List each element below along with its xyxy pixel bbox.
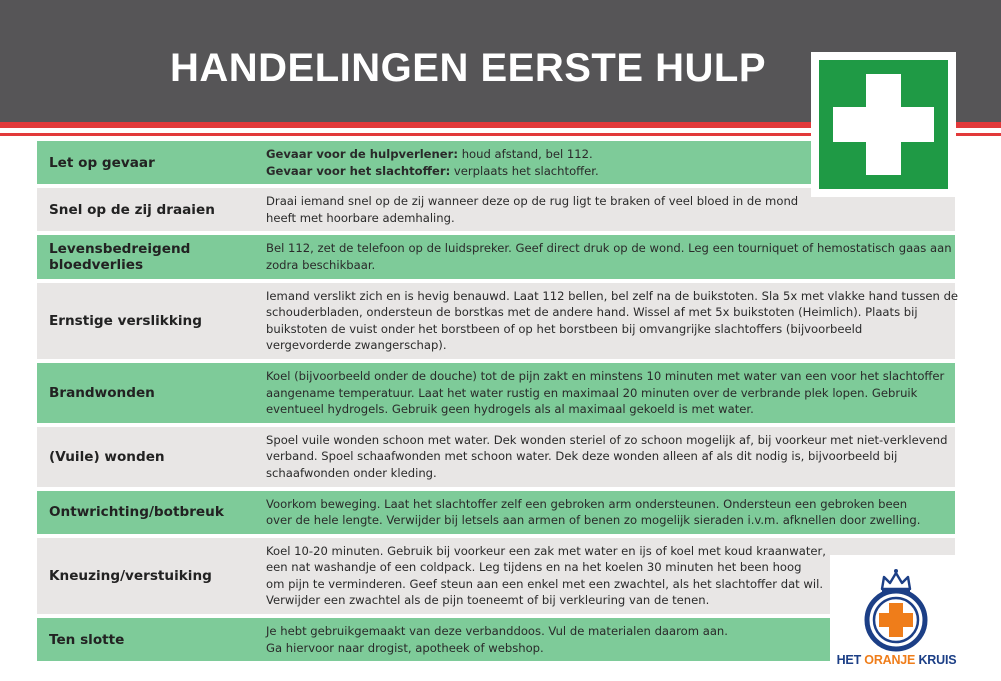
first-aid-cross-icon <box>811 52 956 197</box>
instruction-row <box>37 538 955 614</box>
description-line <box>266 448 947 465</box>
oranje-kruis-logo <box>830 555 963 681</box>
instruction-table <box>37 141 959 665</box>
description-line <box>266 257 952 274</box>
description-text: Verwijder een zwachtel als de pijn toeneemt of bij verkleuring van de tenen. <box>266 593 710 608</box>
description-text: over de hele lengte. Verwijder bij letsels aan armen of benen zo mogelijk sieraden i.v.m. afknellen door zwelling. <box>266 513 921 528</box>
description-text: vergevorderde zwangerschap). <box>266 338 447 353</box>
description-line <box>266 496 945 513</box>
description-line <box>266 432 947 449</box>
row-title: Brandwonden <box>49 384 155 401</box>
description-text: houd afstand, bel 112. <box>458 147 593 161</box>
instruction-row <box>37 363 955 423</box>
instruction-row <box>37 491 955 534</box>
description-line <box>266 321 958 338</box>
row-title: Levensbedreigend bloedverlies <box>49 240 191 273</box>
description-text: verplaats het slachtoffer. <box>450 163 599 178</box>
instruction-row <box>37 283 959 359</box>
description-text: heeft met hoorbare ademhaling. <box>266 210 455 225</box>
description-bold: Gevaar voor de hulpverlener: <box>266 147 459 161</box>
row-description <box>266 427 957 487</box>
row-description <box>266 283 968 359</box>
row-title: Ten slotte <box>49 631 125 648</box>
description-line <box>266 465 947 482</box>
description-text: Koel 10-20 minuten. Gebruik bij voorkeur een zak met water en ijs of koel met koud kraanwater, <box>266 543 826 558</box>
row-title: Ontwrichting/botbreuk <box>49 504 224 521</box>
description-text: om pijn te verminderen. Geef steun aan een enkel met een zwachtel, als het slachtoffer dat wil. <box>266 576 824 591</box>
description-text: Ga hiervoor naar drogist, apotheek of webshop. <box>266 640 544 655</box>
description-line <box>266 512 945 529</box>
row-title: Kneuzing/verstuiking <box>49 567 212 584</box>
row-description <box>266 363 955 423</box>
row-title: Let op gevaar <box>49 154 155 171</box>
description-text: buikstoten de vuist onder het borstbeen of op het borstbeen bij omvangrijke slachtoffers (bijvoorbeeld <box>266 321 863 336</box>
description-text: Iemand verslikt zich en is hevig benauwd. Laat 112 bellen, bel zelf na de buikstoten. Sla 5x met vlakke hand tussen de <box>266 288 959 303</box>
description-text: Spoel vuile wonden schoon met water. Dek wonden steriel of zo schoon mogelijk af, bij voorkeur met niet-verklevend <box>266 432 948 447</box>
brand-name: HET ORANJE KRUIS <box>836 653 957 667</box>
row-description <box>266 491 955 534</box>
description-line <box>266 385 945 402</box>
description-text: eventueel hydrogels. Gebruik geen hydrogels als al maximaal gekoeld is met water. <box>266 402 754 417</box>
row-title: Ernstige verslikking <box>49 312 202 329</box>
description-text: Je hebt gebruikgemaakt van deze verbanddoos. Vul de materialen daarom aan. <box>266 624 728 639</box>
description-bold: Gevaar voor het slachtoffer: <box>266 163 451 178</box>
description-line <box>266 288 958 305</box>
oranje-kruis-emblem-icon <box>830 555 963 655</box>
description-text: Bel 112, zet de telefoon op de luidspreker. Geef direct druk op de wond. Leg een tourniquet of hemostatisch gaas aan <box>266 241 952 256</box>
row-description <box>266 235 962 278</box>
description-text: Draai iemand snel op de zij wanneer deze op de rug ligt te braken of veel bloed in de mond <box>266 194 799 209</box>
description-text: schouderbladen, ondersteun de borstkas met de andere hand. Wissel af met 5x buikstoten (Heimlich). Plaats bij <box>266 305 918 320</box>
description-text: Koel (bijvoorbeeld onder de douche) tot de pijn zakt en minstens 10 minuten met water van een voor het slachtoffer <box>266 368 945 383</box>
description-text: schaafwonden onder kleding. <box>266 465 437 480</box>
page-title: HANDELINGEN EERSTE HULP <box>170 46 766 90</box>
description-text: aangename temperatuur. Laat het water rustig en maximaal 20 minuten over de verbrande plek lopen. Gebruik <box>266 385 918 400</box>
description-line <box>266 337 958 354</box>
row-title: (Vuile) wonden <box>49 448 165 465</box>
instruction-row <box>37 427 955 487</box>
description-text: Voorkom beweging. Laat het slachtoffer zelf een gebroken arm ondersteunen. Ondersteun een gebroken been <box>266 496 908 511</box>
description-text: verband. Spoel schaafwonden met schoon water. Dek deze wonden alleen af als dit nodig is, bijvoorbeeld bij <box>266 449 898 464</box>
description-text: een nat washandje of een coldpack. Leg tijdens en na het koelen 30 minuten het been hoog <box>266 560 802 575</box>
row-title: Snel op de zij draaien <box>49 201 215 218</box>
description-line <box>266 368 945 385</box>
description-text: zodra beschikbaar. <box>266 257 376 272</box>
description-line <box>266 210 945 227</box>
description-line <box>266 304 958 321</box>
instruction-row <box>37 235 955 278</box>
description-line <box>266 401 945 418</box>
instruction-row <box>37 618 955 661</box>
description-line <box>266 240 952 257</box>
